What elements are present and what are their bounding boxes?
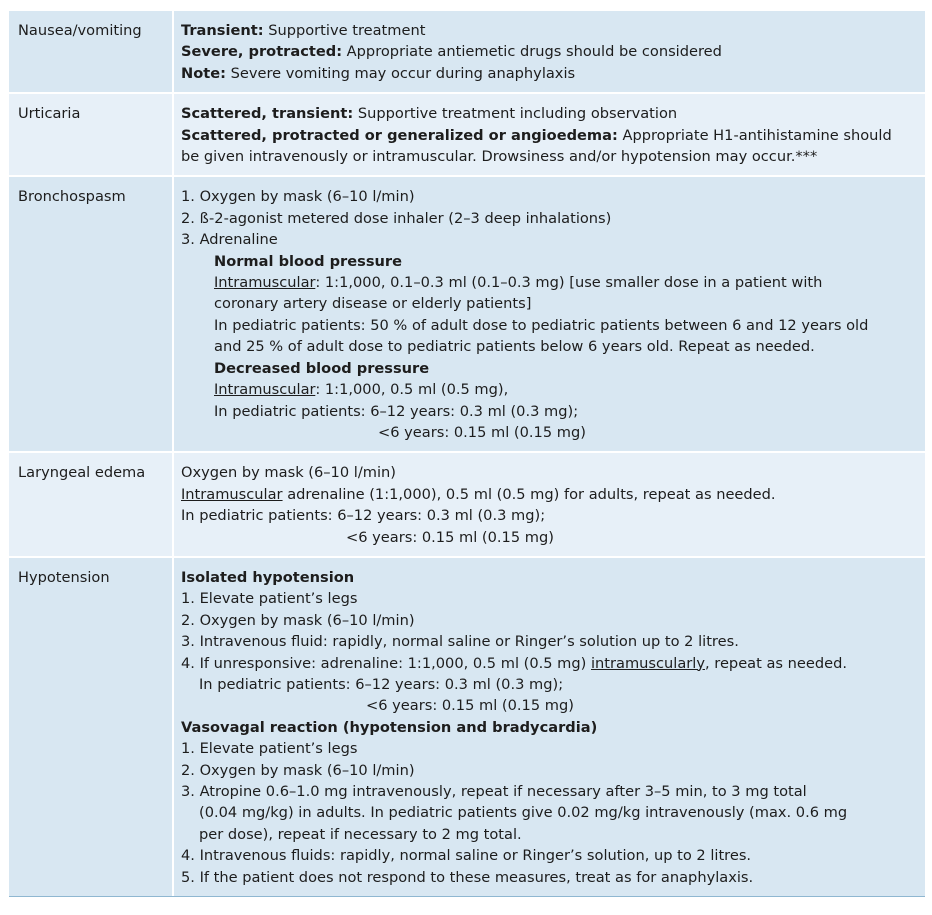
decreased-bp-heading: Decreased blood pressure xyxy=(214,359,430,377)
treatment-line: Oxygen by mask (6–10 l/min) xyxy=(181,464,396,482)
decreased-bp-pediatric: In pediatric patients: 6–12 years: 0.3 ml (0.3 mg); xyxy=(214,402,579,420)
pediatric-dose: In pediatric patients: 6–12 years: 0.3 ml (0.3 mg); xyxy=(199,675,564,693)
table-row xyxy=(9,92,925,175)
normal-bp-dose: Intramuscular: 1:1,000, 0.1–0.3 ml (0.1–0.3 mg) [use smaller dose in a patient with xyxy=(214,274,823,292)
pediatric-dose: <6 years: 0.15 ml (0.15 mg) xyxy=(366,697,574,715)
table-row xyxy=(9,451,925,556)
decreased-bp-pediatric: <6 years: 0.15 ml (0.15 mg) xyxy=(378,423,586,441)
step-item: 3. Atropine 0.6–1.0 mg intravenously, repeat if necessary after 3–5 min, to 3 mg total xyxy=(181,783,807,800)
step-item: 2. Oxygen by mask (6–10 l/min) xyxy=(181,611,415,629)
table-row xyxy=(9,11,925,92)
step-item: 5. If the patient does not respond to these measures, treat as for anaphylaxis. xyxy=(181,868,754,886)
decreased-bp-dose: Intramuscular: 1:1,000, 0.5 ml (0.5 mg), xyxy=(214,381,509,399)
treatment-line: <6 years: 0.15 ml (0.15 mg) xyxy=(346,528,554,546)
step-item-cont: per dose), repeat if necessary to 2 mg total. xyxy=(199,825,522,843)
step-item: 3. Intravenous fluid: rapidly, normal saline or Ringer’s solution up to 2 litres. xyxy=(181,633,739,651)
table-row xyxy=(9,175,925,451)
condition-label: Bronchospasm xyxy=(9,177,172,451)
step-item: 2. Oxygen by mask (6–10 l/min) xyxy=(181,761,415,779)
treatment-cell xyxy=(172,558,925,896)
condition-label: Urticaria xyxy=(9,94,172,175)
condition-label: Laryngeal edema xyxy=(9,453,172,556)
treatment-line: be given intravenously or intramuscular. Drowsiness and/or hypotension may occur.*** xyxy=(181,148,818,166)
step-item: 1. Elevate patient’s legs xyxy=(181,740,358,758)
table-row xyxy=(9,556,925,896)
step-item: 4. Intravenous fluids: rapidly, normal saline or Ringer’s solution, up to 2 litres. xyxy=(181,847,752,865)
condition-label: Nausea/vomiting xyxy=(9,11,172,92)
treatment-cell xyxy=(172,453,925,556)
normal-bp-dose-cont: coronary artery disease or elderly patients] xyxy=(214,295,532,313)
treatment-line: Note: Severe vomiting may occur during anaphylaxis xyxy=(181,64,576,82)
treatment-line: Severe, protracted: Appropriate antiemetic drugs should be considered xyxy=(181,43,722,61)
treatment-line: Transient: Supportive treatment xyxy=(181,22,426,39)
treatment-line: Scattered, protracted or generalized or angioedema: Appropriate H1-antihistamine should xyxy=(181,126,892,144)
treatment-line: In pediatric patients: 6–12 years: 0.3 ml (0.3 mg); xyxy=(181,507,546,525)
treatment-line: Scattered, transient: Supportive treatment including observation xyxy=(181,105,678,123)
step-item: 2. ß-2-agonist metered dose inhaler (2–3 deep inhalations) xyxy=(181,209,612,227)
isolated-hypotension-heading: Isolated hypotension xyxy=(181,568,355,586)
treatment-cell xyxy=(172,11,925,92)
treatment-line: Intramuscular adrenaline (1:1,000), 0.5 ml (0.5 mg) for adults, repeat as needed. xyxy=(181,485,776,503)
normal-bp-heading: Normal blood pressure xyxy=(214,252,403,270)
treatment-cell xyxy=(172,177,925,451)
treatment-cell xyxy=(172,94,925,175)
step-item: 1. Elevate patient’s legs xyxy=(181,590,358,608)
normal-bp-pediatric: and 25 % of adult dose to pediatric patients below 6 years old. Repeat as needed. xyxy=(214,338,815,356)
vasovagal-heading: Vasovagal reaction (hypotension and bradycardia) xyxy=(181,718,598,736)
step-item: 1. Oxygen by mask (6–10 l/min) xyxy=(181,188,415,206)
normal-bp-pediatric: In pediatric patients: 50 % of adult dose to pediatric patients between 6 and 12 years old xyxy=(214,316,869,334)
step-item-cont: (0.04 mg/kg) in adults. In pediatric patients give 0.02 mg/kg intravenously (max. 0.6 mg xyxy=(199,804,848,822)
condition-label: Hypotension xyxy=(9,558,172,896)
treatment-table xyxy=(9,11,925,897)
step-item: 4. If unresponsive: adrenaline: 1:1,000, 0.5 ml (0.5 mg) intramuscularly, repeat as needed. xyxy=(181,654,848,672)
step-item: 3. Adrenaline xyxy=(181,231,278,249)
